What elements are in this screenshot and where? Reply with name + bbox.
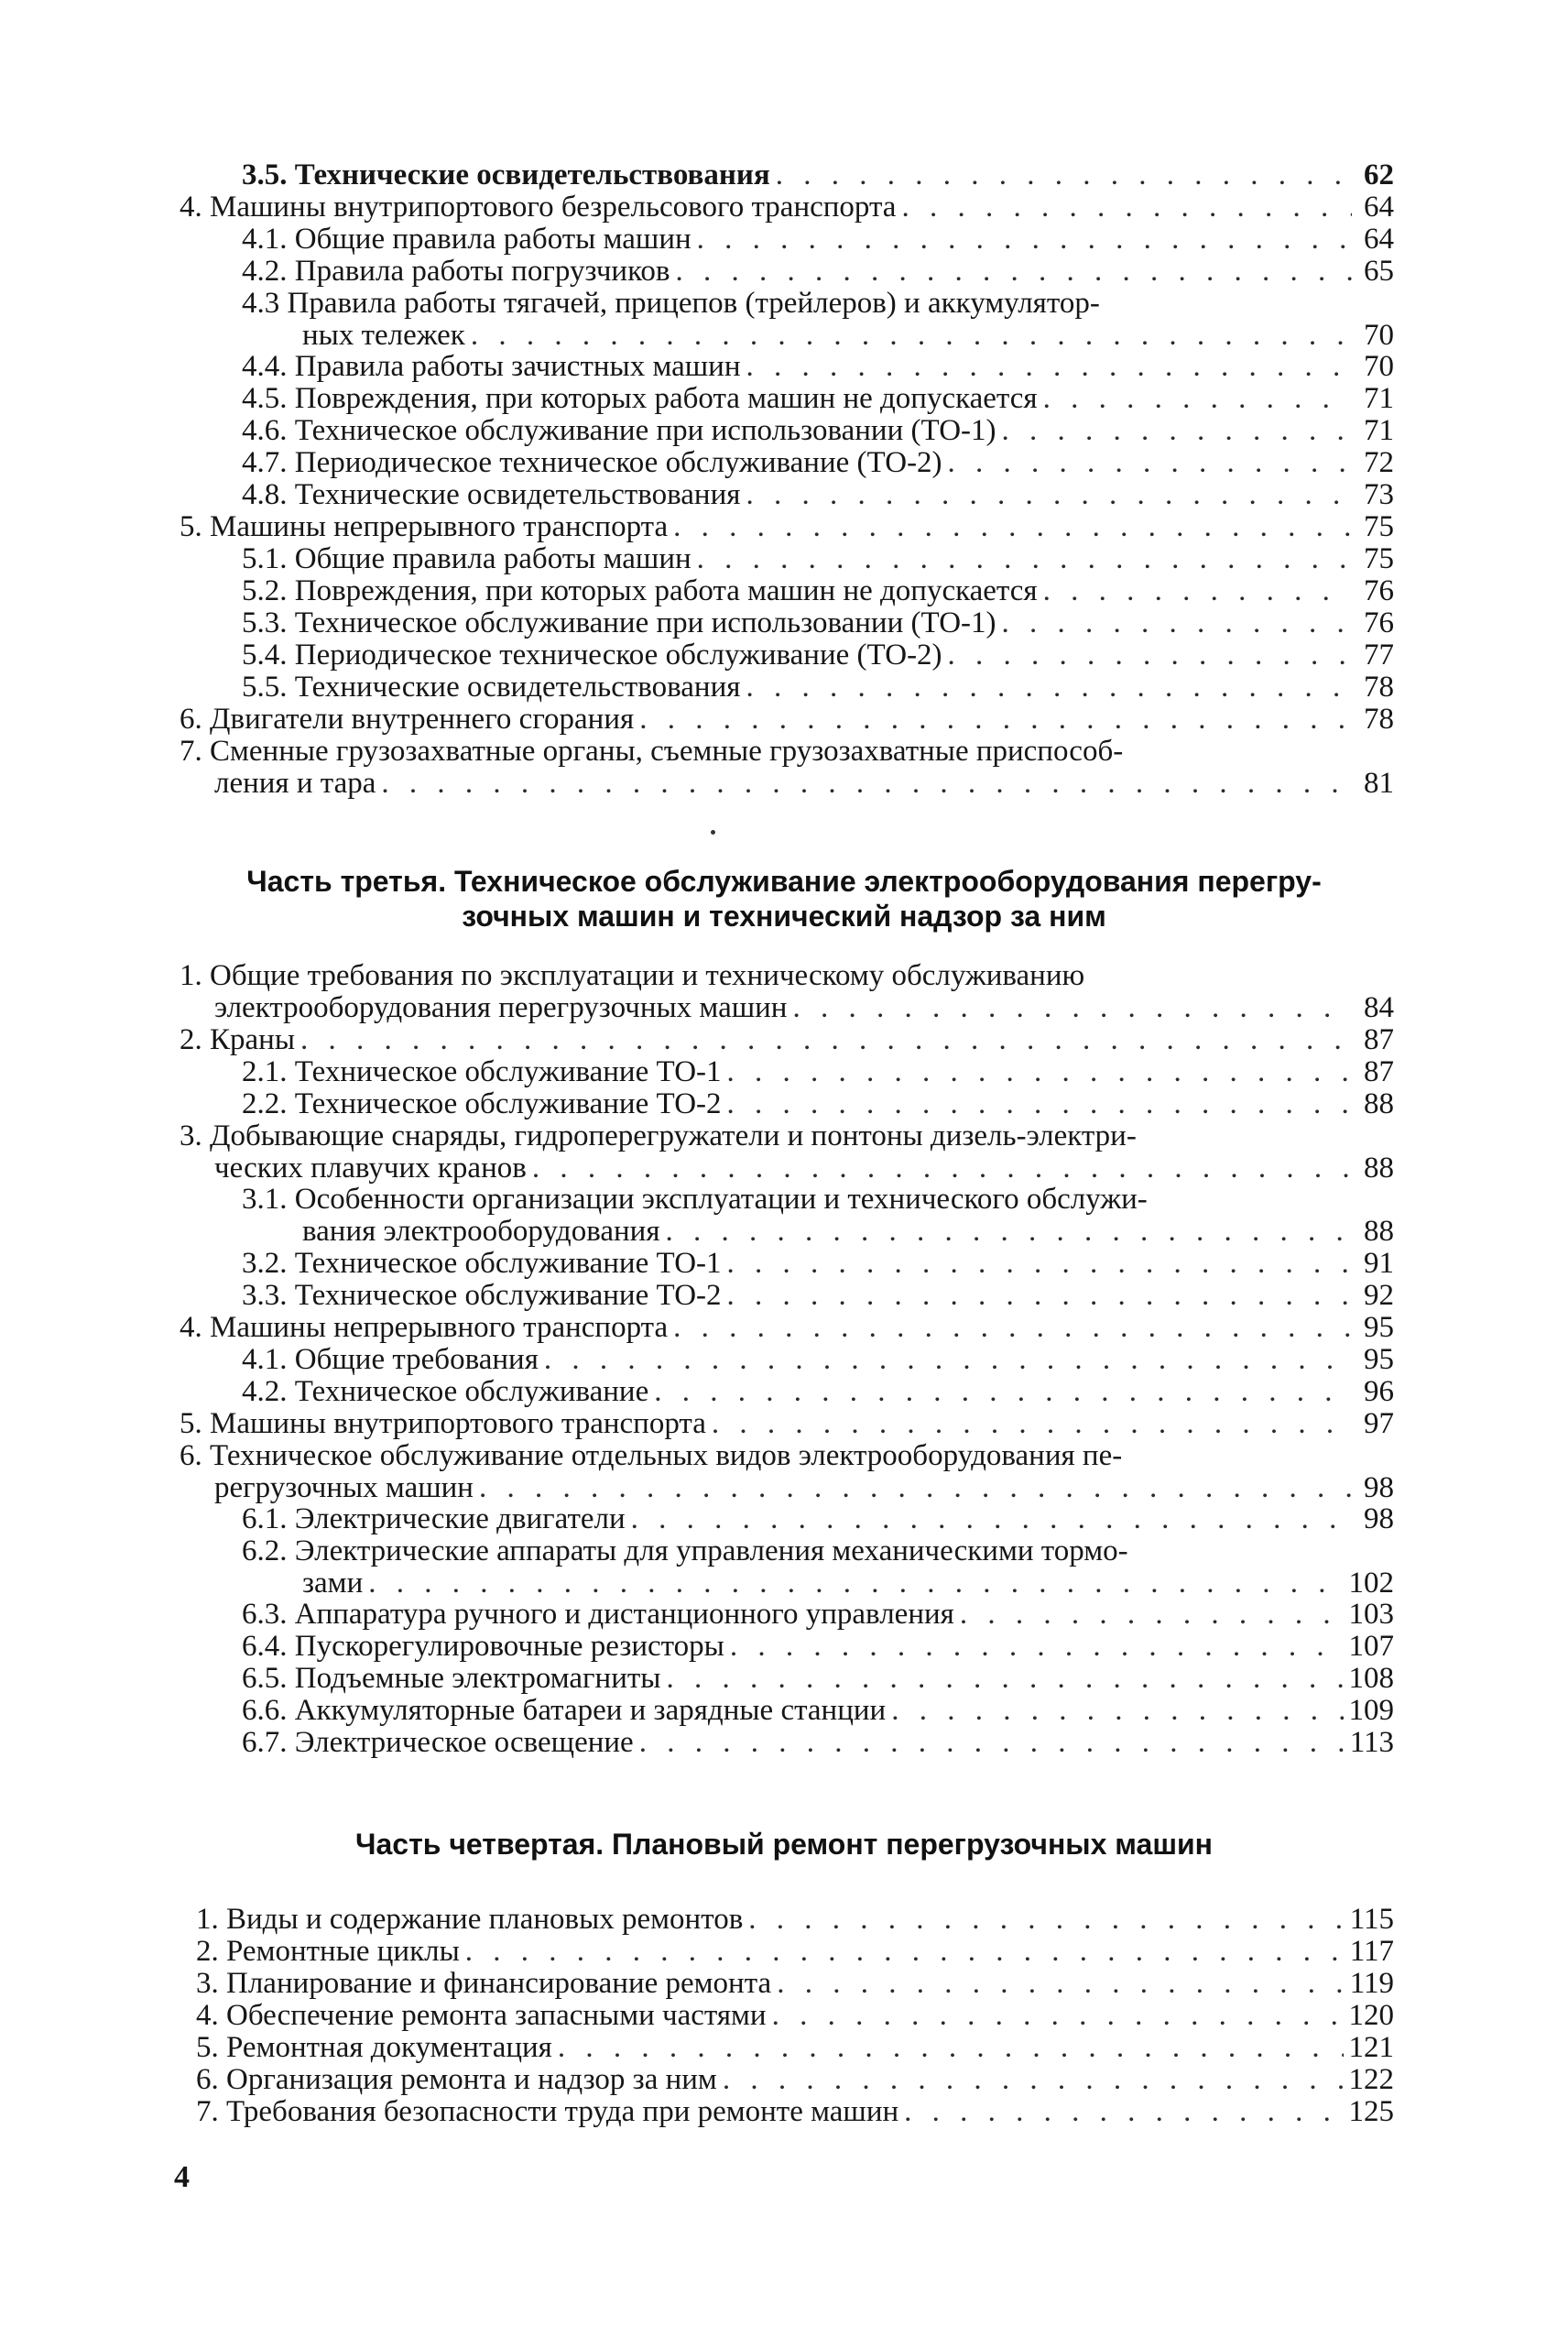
- dot-leader: [639, 1727, 1345, 1758]
- toc-entry-title: 6.1. Электрические двигатели: [242, 1502, 626, 1535]
- toc-entry-page: 88: [1364, 1152, 1394, 1185]
- dot-leader: [300, 1024, 1352, 1055]
- toc-entry-title: 6.5. Подъемные электромагниты: [242, 1662, 661, 1695]
- toc-entry-title: 5.1. Общие правила работы машин: [242, 542, 691, 575]
- toc-entry-page: 78: [1364, 671, 1394, 704]
- toc-entry-title: 6.4. Пускорегулировочные резисторы: [242, 1630, 724, 1663]
- dot-leader: [746, 351, 1352, 382]
- toc-entry-title: 4.4. Правила работы зачистных машин: [242, 350, 741, 383]
- toc-entry-title: 4.3 Правила работы тягачей, прицепов (трейлеров) и аккумулятор-: [242, 287, 1100, 320]
- dot-leader: [1002, 415, 1352, 446]
- toc-entry-title: 4.8. Технические освидетельствования: [242, 478, 741, 511]
- toc-entry-page: 71: [1364, 382, 1394, 415]
- dot-leader: [748, 1904, 1344, 1935]
- toc-entry-title: 2. Ремонтные циклы: [196, 1935, 460, 1968]
- toc-entry-page: 98: [1364, 1471, 1394, 1504]
- toc-entry-title: 4.7. Периодическое техническое обслуживание (ТО-2): [242, 446, 942, 479]
- toc-entry-title: 4. Обеспечение ремонта запасными частями: [196, 1999, 767, 2032]
- toc-entry-page: 117: [1349, 1935, 1394, 1968]
- dot-leader: [723, 2064, 1344, 2095]
- toc-entry-page: 70: [1364, 350, 1394, 383]
- dot-leader: [673, 511, 1352, 542]
- dot-leader: [532, 1152, 1352, 1184]
- dot-leader: [901, 191, 1352, 223]
- toc-entry-title: 4. Машины внутрипортового безрельсового транспорта: [180, 191, 897, 224]
- toc-entry-page: 87: [1364, 1055, 1394, 1088]
- toc-entry-title: 3.3. Техническое обслуживание ТО-2: [242, 1279, 722, 1312]
- toc-entry-title: 5.3. Техническое обслуживание при использовании (ТО-1): [242, 606, 996, 639]
- toc-entry-page: 96: [1364, 1375, 1394, 1408]
- dot-leader: [792, 992, 1352, 1023]
- dot-leader: [948, 447, 1352, 478]
- toc-entry-title: 6.7. Электрическое освещение: [242, 1726, 634, 1759]
- toc-entry-title-continued: ления и тара: [214, 767, 376, 800]
- toc-entry-page: 72: [1364, 446, 1394, 479]
- toc-entry-page: 77: [1364, 639, 1394, 672]
- toc-entry-title: 3. Планирование и финансирование ремонта: [196, 1967, 772, 2000]
- toc-entry-title: 3.1. Особенности организации эксплуатации и технического обслужи-: [242, 1183, 1148, 1216]
- page-number: 4: [174, 2160, 190, 2194]
- toc-entry-title: 4.5. Повреждения, при которых работа машин не допускается: [242, 382, 1038, 415]
- toc-entry-title: 4.1. Общие правила работы машин: [242, 223, 691, 256]
- toc-entry-title: 4.2. Правила работы погрузчиков: [242, 255, 670, 288]
- toc-entry-title-continued: вания электрооборудования: [302, 1215, 660, 1248]
- part3-heading-line1: Часть третья. Техническое обслуживание электрооборудования перегру-: [246, 865, 1322, 898]
- dot-leader: [368, 1567, 1343, 1599]
- toc-entry-title: 6.2. Электрические аппараты для управления механическими тормо-: [242, 1534, 1128, 1567]
- dot-leader: [381, 768, 1352, 799]
- toc-entry-title: 6.6. Аккумуляторные батареи и зарядные станции: [242, 1694, 887, 1727]
- toc-entry-title-continued: ческих плавучих кранов: [214, 1152, 527, 1185]
- toc-entry-page: 102: [1348, 1567, 1394, 1600]
- dot-leader: [654, 1376, 1352, 1407]
- toc-entry-page: 107: [1348, 1630, 1394, 1663]
- toc-entry-page: 65: [1364, 255, 1394, 288]
- toc-entry-title: 7. Сменные грузозахватные органы, съемные грузозахватные приспособ-: [180, 735, 1124, 768]
- dot-leader: [772, 2000, 1344, 2031]
- toc-entry-page: 73: [1364, 478, 1394, 511]
- dot-leader: [697, 543, 1352, 574]
- dot-leader: [1043, 383, 1352, 414]
- toc-entry-title: 5.5. Технические освидетельствования: [242, 671, 741, 704]
- dot-leader: [666, 1216, 1352, 1247]
- dot-leader: [948, 639, 1352, 671]
- toc-entry-title: 4.6. Техническое обслуживание при использовании (ТО-1): [242, 414, 996, 447]
- toc-entry-page: 108: [1348, 1662, 1394, 1695]
- toc-entry-page: 97: [1364, 1407, 1394, 1440]
- toc-entry-page: 64: [1364, 223, 1394, 256]
- toc-entry-title: 5.2. Повреждения, при которых работа машин не допускается: [242, 574, 1038, 607]
- toc-entry-title: 3.2. Техническое обслуживание ТО-1: [242, 1247, 722, 1280]
- toc-entry-title: 3. Добывающие снаряды, гидроперегружатели и понтоны дизель-электри-: [180, 1119, 1137, 1152]
- toc-entry-title: 5.4. Периодическое техническое обслуживание (ТО-2): [242, 639, 942, 672]
- toc-entry-page: 76: [1364, 606, 1394, 639]
- toc-entry-page: 88: [1364, 1215, 1394, 1248]
- dot-leader: [1002, 607, 1352, 639]
- dot-leader: [666, 1663, 1343, 1694]
- toc-entry-title-continued: ных тележек: [302, 319, 465, 352]
- toc-entry-page: 81: [1364, 767, 1394, 800]
- toc-entry-page: 87: [1364, 1023, 1394, 1056]
- toc-entry-page: 71: [1364, 414, 1394, 447]
- dot-leader: [746, 672, 1352, 703]
- toc-entry-title: 5. Машины внутрипортового транспорта: [180, 1407, 706, 1440]
- dot-leader: [471, 320, 1352, 351]
- toc-entry-title: 4.1. Общие требования: [242, 1343, 539, 1376]
- toc-entry-title: 2.1. Техническое обслуживание ТО-1: [242, 1055, 722, 1088]
- toc-entry-title: 2.2. Техническое обслуживание ТО-2: [242, 1087, 722, 1120]
- toc-entry-page: 91: [1364, 1247, 1394, 1280]
- toc-entry-page: 84: [1364, 991, 1394, 1024]
- toc-entry-page: 75: [1364, 542, 1394, 575]
- dot-leader: [697, 224, 1352, 255]
- dot-leader: [904, 2096, 1343, 2127]
- dot-leader: [730, 1631, 1344, 1662]
- toc-entry-page: 62: [1364, 158, 1394, 191]
- toc-entry-title: 4.2. Техническое обслуживание: [242, 1375, 649, 1408]
- dot-leader: [727, 1280, 1352, 1311]
- toc-entry-page: 113: [1349, 1726, 1394, 1759]
- dot-leader: [727, 1088, 1352, 1119]
- dot-leader: [465, 1936, 1345, 1967]
- toc-entry-page: 120: [1348, 1999, 1394, 2032]
- dot-leader: [676, 256, 1352, 287]
- dot-leader: [891, 1695, 1343, 1726]
- print-dot: [711, 830, 715, 835]
- toc-entry-page: 78: [1364, 703, 1394, 736]
- toc-entry-title-continued: регрузочных машин: [214, 1471, 474, 1504]
- toc-entry-page: 98: [1364, 1502, 1394, 1535]
- toc-entry-page: 103: [1348, 1598, 1394, 1631]
- toc-entry-title: 7. Требования безопасности труда при ремонте машин: [196, 2095, 899, 2128]
- toc-entry-page: 95: [1364, 1311, 1394, 1344]
- toc-entry-page: 70: [1364, 319, 1394, 352]
- toc-entry-page: 92: [1364, 1279, 1394, 1312]
- dot-leader: [960, 1599, 1344, 1630]
- dot-leader: [1043, 575, 1352, 606]
- dot-leader: [631, 1503, 1352, 1534]
- toc-entry-title: 1. Общие требования по эксплуатации и техническому обслуживанию: [180, 959, 1085, 992]
- toc-entry-title: 6. Организация ремонта и надзор за ним: [196, 2063, 717, 2096]
- toc-entry-page: 88: [1364, 1087, 1394, 1120]
- toc-entry-title: 6. Двигатели внутреннего сгорания: [180, 703, 635, 736]
- dot-leader: [558, 2032, 1344, 2063]
- dot-leader: [639, 704, 1352, 735]
- toc-entry-title: 4. Машины непрерывного транспорта: [180, 1311, 669, 1344]
- toc-entry-title: 3.5. Технические освидетельствования: [242, 158, 770, 191]
- toc-entry-page: 121: [1348, 2031, 1394, 2064]
- dot-leader: [479, 1472, 1352, 1503]
- toc-entry-page: 115: [1349, 1903, 1394, 1936]
- toc-entry-title: 6. Техническое обслуживание отдельных видов электрооборудования пе-: [180, 1439, 1123, 1472]
- dot-leader: [746, 479, 1352, 510]
- toc-entry-title: 5. Машины непрерывного транспорта: [180, 510, 669, 543]
- dot-leader: [727, 1056, 1352, 1087]
- toc-entry-page: 125: [1348, 2095, 1394, 2128]
- dot-leader: [673, 1312, 1352, 1343]
- toc-entry-page: 119: [1349, 1967, 1394, 2000]
- toc-entry-title: 2. Краны: [180, 1023, 295, 1056]
- dot-leader: [777, 1968, 1345, 1999]
- toc-entry-page: 64: [1364, 191, 1394, 224]
- toc-entry-title-continued: зами: [302, 1567, 364, 1600]
- dot-leader: [544, 1344, 1352, 1375]
- toc-entry-title: 6.3. Аппаратура ручного и дистанционного управления: [242, 1598, 954, 1631]
- dot-leader: [712, 1408, 1352, 1439]
- toc-entry-title: 5. Ремонтная документация: [196, 2031, 552, 2064]
- toc-entry-page: 122: [1348, 2063, 1394, 2096]
- toc-entry-title: 1. Виды и содержание плановых ремонтов: [196, 1903, 744, 1936]
- toc-entry-title-continued: электрооборудования перегрузочных машин: [214, 991, 788, 1024]
- dot-leader: [776, 159, 1352, 191]
- dot-leader: [727, 1248, 1352, 1279]
- toc-entry-page: 95: [1364, 1343, 1394, 1376]
- toc-entry-page: 109: [1348, 1694, 1394, 1727]
- part4-heading: Часть четвертая. Плановый ремонт перегрузочных машин: [355, 1828, 1213, 1861]
- part3-heading-line2: зочных машин и технический надзор за ним: [462, 900, 1106, 933]
- toc-entry-page: 76: [1364, 574, 1394, 607]
- toc-entry-page: 75: [1364, 510, 1394, 543]
